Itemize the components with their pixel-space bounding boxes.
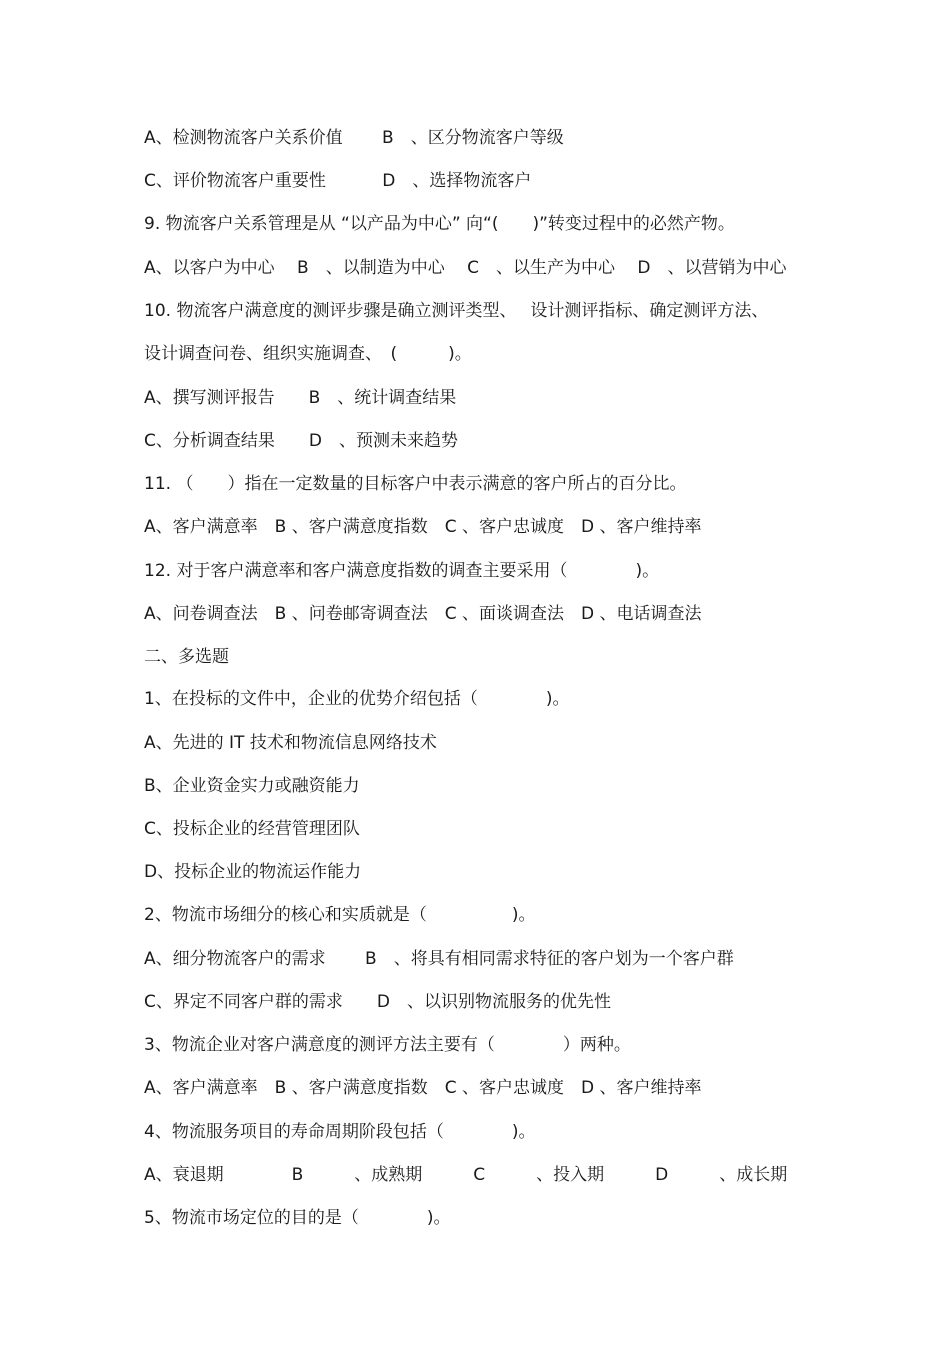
- q8-options-cd: C、评价物流客户重要性 D 、选择物流客户: [144, 171, 532, 191]
- m3-question: 3、物流企业对客户满意度的测评方法主要有（ ）两种。: [144, 1035, 631, 1055]
- q10-options-cd: C、分析调查结果 D 、预测未来趋势: [144, 431, 458, 451]
- q9-options: A、以客户为中心 B 、以制造为中心 C 、以生产为中心 D 、以营销为中心: [144, 258, 787, 278]
- q8-options-ab: A、检测物流客户关系价值 B 、区分物流客户等级: [144, 128, 564, 148]
- m1-option-c: C、投标企业的经营管理团队: [144, 819, 360, 839]
- q9-question: 9. 物流客户关系管理是从 “以产品为中心” 向“( )”转变过程中的必然产物。: [144, 214, 735, 234]
- m3-options: A、客户满意率 B 、客户满意度指数 C 、客户忠诚度 D 、客户维持率: [144, 1078, 702, 1098]
- section-heading: 二、多选题: [144, 647, 229, 667]
- q11-options: A、客户满意率 B 、客户满意度指数 C 、客户忠诚度 D 、客户维持率: [144, 517, 702, 537]
- q12-options: A、问卷调查法 B 、问卷邮寄调查法 C 、面谈调查法 D 、电话调查法: [144, 604, 702, 624]
- q10-question-line1: 10. 物流客户满意度的测评步骤是确立测评类型、 设计测评指标、确定测评方法、: [144, 301, 769, 321]
- m2-options-cd: C、界定不同客户群的需求 D 、以识别物流服务的优先性: [144, 992, 611, 1012]
- q10-options-ab: A、撰写测评报告 B 、统计调查结果: [144, 388, 457, 408]
- m4-options: A、衰退期 B 、成熟期 C 、投入期 D 、成长期: [144, 1165, 788, 1185]
- q10-question-line2: 设计调查问卷、组织实施调查、 ( )。: [144, 344, 472, 364]
- m1-option-b: B、企业资金实力或融资能力: [144, 776, 360, 796]
- m4-question: 4、物流服务项目的寿命周期阶段包括（ )。: [144, 1122, 536, 1142]
- m1-option-d: D、投标企业的物流运作能力: [144, 862, 362, 882]
- q12-question: 12. 对于客户满意率和客户满意度指数的调查主要采用（ )。: [144, 561, 660, 581]
- m1-option-a: A、先进的 IT 技术和物流信息网络技术: [144, 733, 437, 753]
- m5-question: 5、物流市场定位的目的是（ )。: [144, 1208, 451, 1228]
- q11-question: 11. （ ）指在一定数量的目标客户中表示满意的客户所占的百分比。: [144, 474, 687, 494]
- m2-question: 2、物流市场细分的核心和实质就是（ )。: [144, 905, 536, 925]
- m1-question: 1、在投标的文件中，企业的优势介绍包括（ )。: [144, 689, 570, 709]
- m2-options-ab: A、细分物流客户的需求 B 、将具有相同需求特征的客户划为一个客户群: [144, 949, 734, 969]
